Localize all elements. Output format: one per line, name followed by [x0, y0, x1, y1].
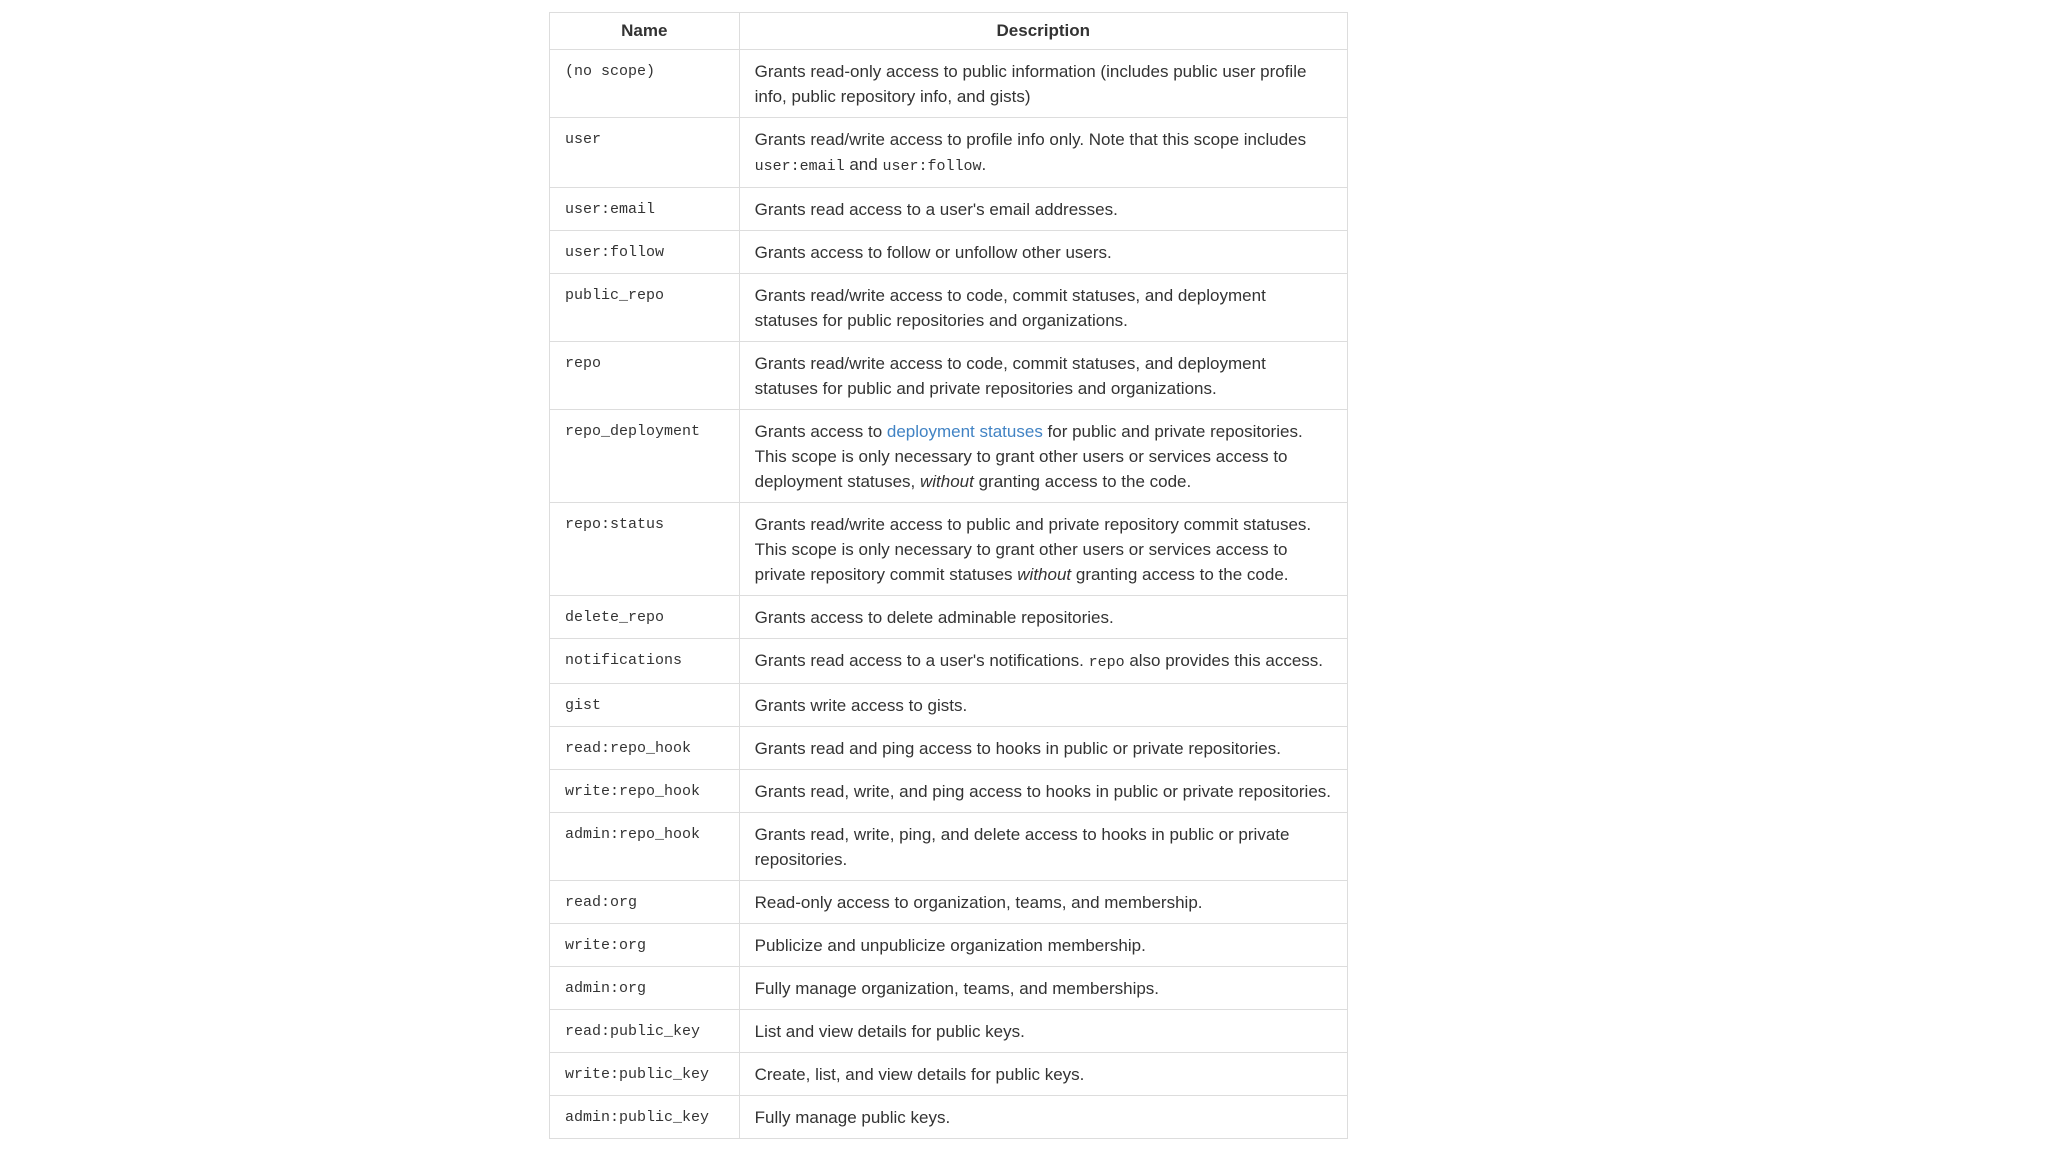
table-row — [550, 1096, 1348, 1139]
scope-name: user — [550, 118, 740, 188]
table-row — [550, 342, 1348, 410]
scope-description — [739, 596, 1347, 639]
inline-code: user:follow — [882, 158, 982, 175]
table-row — [550, 967, 1348, 1010]
scope-description — [739, 188, 1347, 231]
scope-description — [739, 727, 1347, 770]
scope-description — [739, 50, 1347, 118]
scope-description — [739, 342, 1347, 410]
table-row — [550, 639, 1348, 684]
description-text: List and view details for public keys. — [754, 1022, 1025, 1041]
table-row — [550, 881, 1348, 924]
scope-name: write:repo_hook — [550, 770, 740, 813]
description-text: for public and private repositories. This scope is only necessary to grant other users or services access to deployment statuses, — [754, 422, 1303, 491]
description-text: Grants read access to a user's email addresses. — [754, 200, 1118, 219]
table-row — [550, 770, 1348, 813]
scope-description — [739, 274, 1347, 342]
table-row — [550, 50, 1348, 118]
scope-name: admin:repo_hook — [550, 813, 740, 881]
emphasis-text: without — [1017, 565, 1072, 584]
description-text: Grants read/write access to public and private repository commit statuses. This scope is only necessary to grant other users or services access to private repository commit statuses — [754, 515, 1312, 584]
description-text: Grants access to delete adminable repositories. — [754, 608, 1114, 627]
table-row — [550, 410, 1348, 503]
scope-description — [739, 639, 1347, 684]
description-text: Grants access to follow or unfollow other users. — [754, 243, 1112, 262]
scope-name: gist — [550, 684, 740, 727]
description-text: Grants read access to a user's notifications. — [754, 651, 1089, 670]
scope-name: repo — [550, 342, 740, 410]
table-row — [550, 188, 1348, 231]
scope-description — [739, 118, 1347, 188]
table-row — [550, 118, 1348, 188]
scope-name: read:org — [550, 881, 740, 924]
table-row — [550, 1010, 1348, 1053]
table-body — [550, 50, 1348, 1139]
table-row — [550, 503, 1348, 596]
description-text: Publicize and unpublicize organization membership. — [754, 936, 1146, 955]
description-text: Grants write access to gists. — [754, 696, 968, 715]
scopes-table — [549, 12, 1348, 1139]
description-text: Grants read/write access to code, commit statuses, and deployment statuses for public and private repositories and organizations. — [754, 354, 1266, 398]
scope-name: admin:org — [550, 967, 740, 1010]
description-text: and — [844, 155, 883, 174]
scope-description — [739, 684, 1347, 727]
scope-description — [739, 770, 1347, 813]
table-row — [550, 1053, 1348, 1096]
scope-description — [739, 881, 1347, 924]
table-row — [550, 727, 1348, 770]
scope-name: repo:status — [550, 503, 740, 596]
table-row — [550, 924, 1348, 967]
scope-name: user:follow — [550, 231, 740, 274]
scope-name: delete_repo — [550, 596, 740, 639]
scope-name: repo_deployment — [550, 410, 740, 503]
description-text: Grants read, write, ping, and delete access to hooks in public or private repositories. — [754, 825, 1290, 869]
scope-description — [739, 967, 1347, 1010]
description-text: granting access to the code. — [1071, 565, 1289, 584]
description-text: Create, list, and view details for public keys. — [754, 1065, 1085, 1084]
description-text: Grants read/write access to code, commit statuses, and deployment statuses for public repositories and organizations. — [754, 286, 1266, 330]
description-text: Fully manage organization, teams, and memberships. — [754, 979, 1160, 998]
description-text: Grants access to — [754, 422, 887, 441]
description-text: . — [981, 155, 987, 174]
description-text: Grants read and ping access to hooks in public or private repositories. — [754, 739, 1281, 758]
scope-name: user:email — [550, 188, 740, 231]
table-row — [550, 274, 1348, 342]
table-row — [550, 596, 1348, 639]
scope-name: notifications — [550, 639, 740, 684]
description-column-header: Description — [739, 13, 1347, 50]
scope-name: write:org — [550, 924, 740, 967]
description-text: Fully manage public keys. — [754, 1108, 951, 1127]
scope-name: (no scope) — [550, 50, 740, 118]
description-text: granting access to the code. — [973, 472, 1192, 491]
scope-description — [739, 503, 1347, 596]
scope-name: read:repo_hook — [550, 727, 740, 770]
table-row — [550, 231, 1348, 274]
header-row — [550, 13, 1348, 50]
scope-description — [739, 231, 1347, 274]
scope-description — [739, 1096, 1347, 1139]
scope-name: write:public_key — [550, 1053, 740, 1096]
scope-description — [739, 1010, 1347, 1053]
description-text: Grants read/write access to profile info only. Note that this scope includes — [754, 130, 1307, 149]
scope-name: admin:public_key — [550, 1096, 740, 1139]
inline-code: user:email — [754, 158, 845, 175]
scope-name: read:public_key — [550, 1010, 740, 1053]
description-text: also provides this access. — [1124, 651, 1324, 670]
inline-code: repo — [1088, 654, 1125, 671]
scope-description — [739, 410, 1347, 503]
scope-description — [739, 924, 1347, 967]
table-row — [550, 813, 1348, 881]
description-link[interactable]: deployment statuses — [886, 422, 1043, 441]
table-row — [550, 684, 1348, 727]
scope-description — [739, 1053, 1347, 1096]
scope-name: public_repo — [550, 274, 740, 342]
emphasis-text: without — [919, 472, 974, 491]
description-text: Read-only access to organization, teams, and membership. — [754, 893, 1203, 912]
description-text: Grants read-only access to public information (includes public user profile info, public repository info, and gists) — [754, 62, 1307, 106]
description-text: Grants read, write, and ping access to hooks in public or private repositories. — [754, 782, 1332, 801]
scope-description — [739, 813, 1347, 881]
name-column-header: Name — [550, 13, 740, 50]
